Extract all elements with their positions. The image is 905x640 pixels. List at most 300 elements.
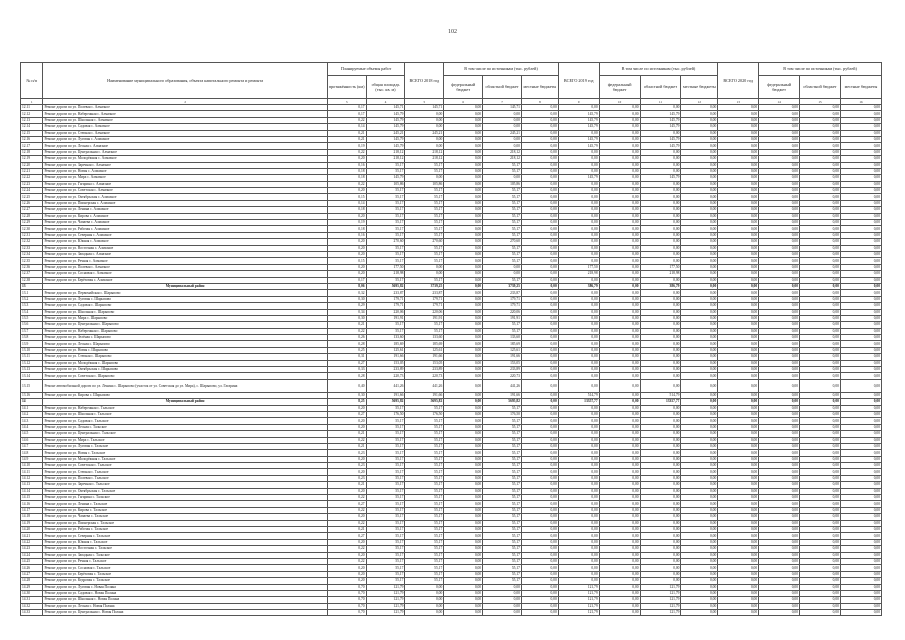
row-value: 0,00 (840, 399, 881, 405)
row-value: 0,00 (681, 463, 718, 469)
row-value: 5695,82 (366, 399, 405, 405)
row-value: 0,00 (759, 149, 800, 155)
row-value: 0,00 (640, 558, 681, 564)
row-value: 0,00 (840, 347, 881, 353)
row-value: 0,00 (599, 379, 640, 392)
row-value: 55,17 (405, 546, 444, 552)
row-name: Ремонт дороги по ул. Мира с. Тальское (43, 437, 327, 443)
row-name: Ремонт дороги по ул. Садовая с. Новая Поляна (43, 590, 327, 596)
row-value: 0,00 (718, 309, 759, 315)
row-value: 0,00 (681, 271, 718, 277)
row-value: 218,12 (405, 156, 444, 162)
row-code: 12.31 (21, 232, 43, 238)
row-value: 0,00 (718, 558, 759, 564)
row-value: 0,00 (681, 258, 718, 264)
row-value: 0,00 (681, 405, 718, 411)
row-value: 0,00 (640, 463, 681, 469)
row-value: 0,00 (681, 392, 718, 398)
row-value: 0,22 (327, 117, 366, 123)
row-value: 0,00 (444, 213, 483, 219)
row-value: 0,00 (521, 533, 558, 539)
row-name: Ремонт дороги по ул. Центральная с. Новая Поляна (43, 610, 327, 616)
row-value: 0,00 (759, 411, 800, 417)
row-value: 0,00 (558, 207, 599, 213)
row-name: Ремонт дороги по ул. Набережная с. Алмазное (43, 111, 327, 117)
header-total-2020: ВСЕГО 2020 год (718, 63, 759, 99)
row-value: 145,79 (640, 136, 681, 142)
row-value: 0,00 (640, 207, 681, 213)
row-value: 0,00 (558, 558, 599, 564)
row-value: 0,00 (599, 117, 640, 123)
row-value: 0,00 (800, 475, 841, 481)
row-value: 0,00 (558, 232, 599, 238)
row-value: 0,00 (718, 546, 759, 552)
row-value: 0,00 (640, 328, 681, 334)
row-value: 0,00 (640, 539, 681, 545)
row-value: 55,17 (366, 495, 405, 501)
row-value: 55,17 (405, 258, 444, 264)
row-value: 0,34 (327, 309, 366, 315)
row-value: 0,00 (800, 188, 841, 194)
row-value: 5695,82 (483, 399, 522, 405)
row-value: 0,00 (840, 514, 881, 520)
row-value: 55,17 (483, 168, 522, 174)
row-value: 0,00 (640, 232, 681, 238)
row-value: 0,00 (800, 264, 841, 270)
row-value: 0,00 (759, 590, 800, 596)
row-value: 0,20 (327, 405, 366, 411)
row-value: 0,00 (558, 450, 599, 456)
row-value: 0,00 (759, 251, 800, 257)
row-value: 0,00 (558, 488, 599, 494)
row-value: 0,00 (800, 431, 841, 437)
row-value: 0,00 (558, 347, 599, 353)
row-name: Ремонт дороги по ул. Западная с. Алмазное (43, 251, 327, 257)
row-value: 270,60 (483, 239, 522, 245)
row-value: 145,79 (640, 117, 681, 123)
row-value: 0,70 (327, 603, 366, 609)
row-code: 14.15 (21, 495, 43, 501)
row-value: 55,17 (483, 565, 522, 571)
row-value: 0,00 (800, 136, 841, 142)
row-value: 133,60 (366, 335, 405, 341)
row-value: 121,79 (640, 590, 681, 596)
row-value: 0,00 (521, 296, 558, 302)
row-value: 55,17 (483, 194, 522, 200)
row-value: 0,00 (599, 328, 640, 334)
row-value: 0,00 (599, 220, 640, 226)
row-value: 55,17 (366, 565, 405, 571)
column-number: 4 (366, 99, 405, 105)
row-value: 0,00 (840, 379, 881, 392)
row-value: 0,00 (840, 367, 881, 373)
row-value: 0,00 (681, 245, 718, 251)
row-value: 0,20 (327, 245, 366, 251)
row-value: 0,00 (681, 207, 718, 213)
row-value: 0,00 (444, 379, 483, 392)
row-value: 0,00 (558, 546, 599, 552)
row-value: 0,28 (327, 341, 366, 347)
row-value: 0,00 (759, 277, 800, 283)
row-value: 0,00 (521, 143, 558, 149)
row-name: Ремонт дороги по ул. Южная с. Тальское (43, 539, 327, 545)
row-value: 0,00 (718, 431, 759, 437)
row-value: 0,20 (327, 456, 366, 462)
row-value: 0,00 (599, 495, 640, 501)
row-value: 0,00 (681, 309, 718, 315)
row-name: Ремонт дороги по ул. Набережная с. Шарыпово (43, 328, 327, 334)
row-value: 233,89 (483, 367, 522, 373)
row-value: 0,00 (521, 277, 558, 283)
row-value: 0,00 (640, 322, 681, 328)
row-value: 0,00 (759, 143, 800, 149)
row-value: 0,00 (405, 117, 444, 123)
row-value: 0,00 (718, 373, 759, 379)
row-value: 0,00 (558, 162, 599, 168)
row-value: 0,00 (681, 168, 718, 174)
row-value: 0,00 (558, 443, 599, 449)
row-value: 0,00 (800, 405, 841, 411)
row-value: 220,06 (483, 309, 522, 315)
row-value: 55,17 (366, 251, 405, 257)
row-value: 55,17 (366, 558, 405, 564)
row-value: 55,17 (483, 226, 522, 232)
row-name: Ремонт дороги по ул. Заречная с. Тальское (43, 482, 327, 488)
row-value: 0,31 (327, 354, 366, 360)
row-value: 0,00 (599, 405, 640, 411)
row-value: 0,00 (718, 149, 759, 155)
row-value: 0,00 (681, 546, 718, 552)
row-value: 0,00 (483, 590, 522, 596)
row-value: 0,00 (718, 105, 759, 111)
row-value: 0,00 (599, 283, 640, 289)
row-value: 145,79 (558, 143, 599, 149)
row-code: 14.8 (21, 450, 43, 456)
row-value: 0,26 (327, 335, 366, 341)
row-value: 0,00 (759, 571, 800, 577)
row-value: 0,00 (681, 213, 718, 219)
row-value: 0,00 (521, 437, 558, 443)
row-value: 0,00 (718, 335, 759, 341)
row-value: 191,66 (483, 392, 522, 398)
header-length: протяжённость (км) (327, 76, 366, 99)
row-value: 0,00 (599, 501, 640, 507)
row-value: 0,00 (599, 475, 640, 481)
row-name: Ремонт дороги по ул. Южная с. Алмазное (43, 239, 327, 245)
row-value: 0,00 (640, 514, 681, 520)
row-value: 55,17 (366, 328, 405, 334)
row-code: 12.17 (21, 143, 43, 149)
row-value: 0,00 (759, 168, 800, 174)
row-value: 0,00 (759, 418, 800, 424)
row-value: 55,17 (405, 437, 444, 443)
row-name: Ремонт дороги по ул. Гагарина с. Тальское (43, 495, 327, 501)
row-value: 0,00 (599, 105, 640, 111)
row-value: 0,00 (681, 379, 718, 392)
row-code: 12.22 (21, 175, 43, 181)
row-value: 0,00 (640, 213, 681, 219)
row-value: 0,00 (521, 590, 558, 596)
row-value: 0,00 (599, 546, 640, 552)
row-value: 55,17 (483, 437, 522, 443)
row-value: 55,17 (483, 514, 522, 520)
row-value: 0,00 (558, 360, 599, 366)
row-value: 5695,82 (405, 399, 444, 405)
row-value: 3739,25 (483, 283, 522, 289)
row-value: 0,29 (327, 303, 366, 309)
row-value: 0,00 (640, 482, 681, 488)
row-value: 0,00 (718, 514, 759, 520)
row-value: 0,27 (327, 360, 366, 366)
row-value: 0,00 (800, 296, 841, 302)
row-value: 55,17 (366, 520, 405, 526)
row-value: 55,17 (366, 539, 405, 545)
row-value: 0,00 (483, 584, 522, 590)
row-value: 0,00 (840, 283, 881, 289)
row-value: 179,71 (366, 303, 405, 309)
row-code: 14 (21, 399, 43, 405)
row-value: 55,17 (366, 194, 405, 200)
row-value: 0,00 (840, 130, 881, 136)
row-value: 0,00 (558, 379, 599, 392)
row-value: 0,00 (840, 507, 881, 513)
row-value: 0,00 (558, 200, 599, 206)
row-code: 13.2 (21, 296, 43, 302)
row-value: 0,00 (521, 578, 558, 584)
row-value: 185,69 (366, 341, 405, 347)
row-code: 14.24 (21, 552, 43, 558)
row-value: 0,00 (558, 277, 599, 283)
row-value: 0,00 (444, 136, 483, 142)
row-value: 55,17 (366, 437, 405, 443)
row-code: 14.14 (21, 488, 43, 494)
row-value: 0,00 (599, 488, 640, 494)
row-value: 0,00 (558, 245, 599, 251)
row-value: 0,00 (759, 156, 800, 162)
row-name: Ремонт дороги по ул. Советская с. Алмазное (43, 188, 327, 194)
row-value: 0,00 (681, 437, 718, 443)
row-value: 0,00 (840, 322, 881, 328)
row-value: 55,17 (366, 232, 405, 238)
row-value: 0,00 (718, 533, 759, 539)
row-value: 0,00 (681, 578, 718, 584)
row-value: 55,17 (366, 220, 405, 226)
row-value: 0,00 (840, 245, 881, 251)
row-value: 55,17 (483, 431, 522, 437)
row-code: 13.12 (21, 360, 43, 366)
row-code: 14.13 (21, 482, 43, 488)
row-value: 0,00 (718, 271, 759, 277)
row-value: 0,00 (483, 136, 522, 142)
row-value: 0,00 (521, 507, 558, 513)
row-value: 0,00 (599, 347, 640, 353)
row-value: 0,00 (759, 200, 800, 206)
row-value: 0,00 (444, 558, 483, 564)
row-value: 0,00 (840, 482, 881, 488)
row-name: Ремонт дороги по ул. Кирова с. Шарыпово (43, 392, 327, 398)
row-code: 14.30 (21, 590, 43, 596)
row-value: 0,00 (444, 475, 483, 481)
row-value: 0,00 (640, 188, 681, 194)
row-value: 0,00 (521, 220, 558, 226)
row-value: 0,00 (840, 309, 881, 315)
row-value: 0,00 (681, 482, 718, 488)
row-name: Ремонт дороги по ул. Заречная с. Алмазное (43, 162, 327, 168)
row-value: 121,79 (366, 590, 405, 596)
row-value: 0,00 (640, 315, 681, 321)
row-value: 0,00 (840, 226, 881, 232)
row-value: 0,00 (800, 322, 841, 328)
row-value: 0,00 (599, 149, 640, 155)
row-value: 0,00 (718, 111, 759, 117)
row-value: 0,00 (599, 258, 640, 264)
row-value: 0,19 (327, 220, 366, 226)
row-value: 0,00 (800, 341, 841, 347)
row-code: 14.11 (21, 469, 43, 475)
row-value: 0,00 (640, 495, 681, 501)
row-value: 0,00 (444, 347, 483, 353)
row-value: 0,20 (327, 271, 366, 277)
row-value: 0,00 (444, 264, 483, 270)
row-value: 0,00 (558, 335, 599, 341)
row-value: 0,00 (521, 379, 558, 392)
row-value: 0,00 (800, 488, 841, 494)
row-value: 55,17 (483, 162, 522, 168)
row-value: 0,00 (521, 271, 558, 277)
row-value: 55,17 (366, 533, 405, 539)
row-value: 0,00 (681, 296, 718, 302)
row-value: 0,00 (521, 475, 558, 481)
row-value: 0,00 (521, 303, 558, 309)
row-code: 12.25 (21, 194, 43, 200)
row-value: 145,79 (558, 124, 599, 130)
row-value: 55,17 (483, 207, 522, 213)
row-value: 0,00 (800, 213, 841, 219)
row-value: 0,00 (483, 175, 522, 181)
row-code: 14.32 (21, 603, 43, 609)
row-value: 0,00 (558, 239, 599, 245)
row-value: 0,00 (718, 162, 759, 168)
row-value: 0,00 (840, 411, 881, 417)
row-value: 0,00 (681, 188, 718, 194)
row-name: Ремонт дороги по ул. Советская с. Тальское (43, 463, 327, 469)
row-value: 0,00 (759, 162, 800, 168)
row-value: 0,00 (599, 482, 640, 488)
row-value: 0,00 (681, 495, 718, 501)
row-value: 0,20 (327, 418, 366, 424)
row-value: 0,00 (599, 424, 640, 430)
row-name: Ремонт дороги по ул. Северная с. Алмазное (43, 232, 327, 238)
row-value: 0,00 (558, 213, 599, 219)
row-value: 0,00 (800, 117, 841, 123)
row-value: 0,00 (840, 162, 881, 168)
row-code: 13.1 (21, 290, 43, 296)
row-value: 0,00 (640, 501, 681, 507)
row-value: 0,00 (444, 232, 483, 238)
row-value: 0,00 (444, 392, 483, 398)
row-value: 185,69 (483, 341, 522, 347)
row-value: 0,00 (718, 239, 759, 245)
column-number: 15 (800, 99, 841, 105)
row-value: 0,00 (718, 347, 759, 353)
row-value: 0,00 (558, 469, 599, 475)
row-value: 0,00 (718, 354, 759, 360)
row-name: Ремонт дороги по ул. Рабочая с. Алмазное (43, 226, 327, 232)
row-name: Ремонт дороги по ул. Чапаева с. Тальское (43, 514, 327, 520)
table-row (21, 379, 882, 392)
row-value: 0,00 (759, 610, 800, 616)
row-code: 14.1 (21, 405, 43, 411)
row-value: 218,12 (483, 149, 522, 155)
row-value: 0,00 (444, 283, 483, 289)
row-value: 0,00 (681, 488, 718, 494)
row-value: 0,00 (405, 143, 444, 149)
row-value: 0,00 (599, 239, 640, 245)
row-value: 0,00 (681, 251, 718, 257)
row-code: 12.29 (21, 220, 43, 226)
row-value: 55,17 (405, 552, 444, 558)
row-value: 55,17 (366, 578, 405, 584)
row-name: Ремонт дороги по ул. Молодёжная с. Тальское (43, 456, 327, 462)
row-value: 0,00 (718, 507, 759, 513)
row-value: 0,00 (521, 501, 558, 507)
row-value: 0,00 (444, 322, 483, 328)
row-value: 55,17 (405, 501, 444, 507)
header-total-2019: ВСЕГО 2019 год (558, 63, 599, 99)
row-value: 0,00 (640, 181, 681, 187)
row-value: 121,79 (558, 610, 599, 616)
row-value: 0,00 (483, 597, 522, 603)
row-value: 55,17 (405, 533, 444, 539)
row-value: 0,00 (521, 443, 558, 449)
row-value: 55,17 (405, 495, 444, 501)
row-value: 0,00 (759, 495, 800, 501)
row-name: Ремонт дороги по ул. Степная с. Шарыпово (43, 354, 327, 360)
header-physical-volume: Планируемые объемы работ (327, 63, 405, 76)
row-value: 0,00 (840, 251, 881, 257)
row-value: 0,00 (840, 578, 881, 584)
row-value: 0,00 (521, 469, 558, 475)
row-value: 0,00 (840, 175, 881, 181)
row-value: 0,00 (558, 431, 599, 437)
row-value: 55,17 (366, 200, 405, 206)
row-value: 0,00 (840, 475, 881, 481)
row-code: 12.28 (21, 213, 43, 219)
row-value: 0,00 (840, 143, 881, 149)
row-value: 55,17 (366, 552, 405, 558)
row-value: 55,17 (405, 456, 444, 462)
row-value: 0,23 (327, 450, 366, 456)
row-value: 0,00 (718, 367, 759, 373)
row-value: 0,00 (681, 232, 718, 238)
row-value: 55,17 (405, 450, 444, 456)
row-value: 55,17 (483, 488, 522, 494)
row-value: 0,00 (599, 539, 640, 545)
row-value: 0,00 (405, 603, 444, 609)
row-value: 8,06 (327, 283, 366, 289)
row-value: 0,00 (681, 105, 718, 111)
row-value: 0,17 (327, 277, 366, 283)
page-number: 102 (448, 29, 457, 35)
row-value: 0,00 (599, 578, 640, 584)
row-value: 0,00 (759, 539, 800, 545)
row-value: 0,00 (599, 443, 640, 449)
row-value: 0,00 (521, 194, 558, 200)
row-value: 245,21 (405, 130, 444, 136)
row-value: 0,00 (444, 443, 483, 449)
row-name: Ремонт дороги по ул. Садовая с. Алмазное (43, 124, 327, 130)
row-value: 0,15 (327, 258, 366, 264)
